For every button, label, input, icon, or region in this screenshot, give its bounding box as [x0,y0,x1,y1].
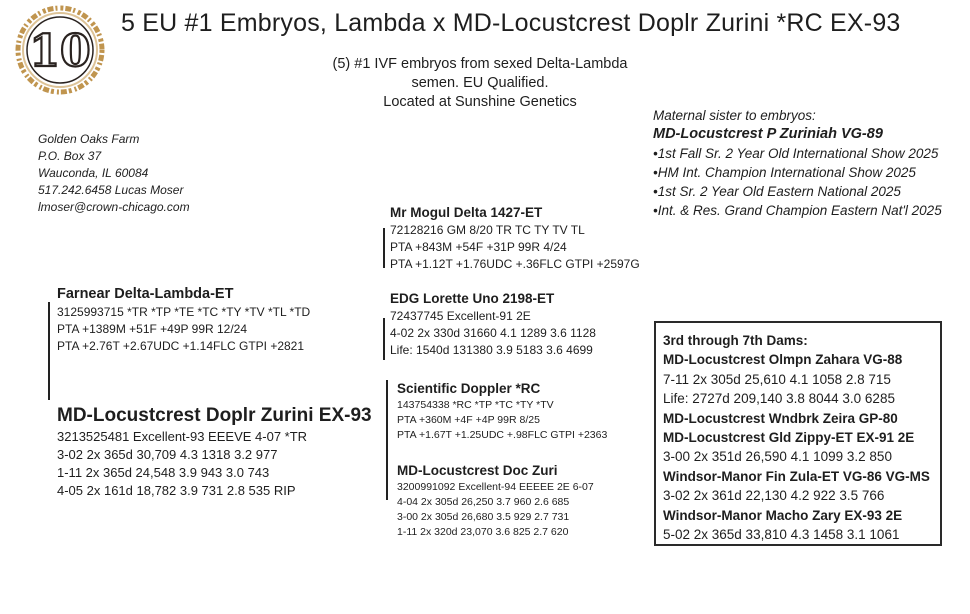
pedigree-line: 3-00 2x 305d 26,680 3.5 929 2.7 731 [397,511,570,523]
pedigree-line: 143754338 *RC *TP *TC *TY *TV [397,399,554,411]
pedigree-line: 4-04 2x 305d 26,250 3.7 960 2.6 685 [397,496,570,508]
pedigree-line: 3-02 2x 365d 30,709 4.3 1318 3.2 977 [57,447,278,462]
pedigree-connector [386,380,388,500]
subtitle-line: (5) #1 IVF embryos from sexed Delta-Lambda [332,56,628,72]
dam-entry-record: 3-02 2x 361d 22,130 4.2 922 3.5 766 [663,488,885,504]
ancestral-dams-box [654,321,942,546]
maternal-sister-name: MD-Locustcrest P Zuriniah VG-89 [653,126,883,142]
pedigree-line: 72128216 GM 8/20 TR TC TY TV TL [390,223,585,237]
pedigree-line: PTA +2.76T +2.67UDC +1.14FLC GTPI +2821 [57,339,305,353]
sires-dam-block [390,289,596,359]
logo-badge-icon [14,4,106,96]
pedigree-line: 4-05 2x 161d 18,782 3.9 731 2.8 535 RIP [57,483,296,498]
dam-entry-name: MD-Locustcrest Olmpn Zahara VG-88 [663,352,903,368]
farm-name: Golden Oaks Farm [38,132,140,146]
dams-dam-block [397,461,594,540]
pedigree-line: 3125993715 *TR *TP *TE *TC *TY *TV *TL *TD [57,305,311,319]
honor-item: •Int. & Res. Grand Champion Eastern Nat'l 2025 [653,203,942,218]
dam-name: MD-Locustcrest Doplr Zurini EX-93 [57,405,372,426]
pedigree-line: 4-02 2x 330d 31660 4.1 1289 3.6 1128 [390,326,596,340]
subtitle [290,55,670,112]
pedigree-connector [383,228,385,268]
pedigree-line: 3200991092 Excellent-94 EEEEE 2E 6-07 [397,481,594,493]
pedigree-line: 3213525481 Excellent-93 EEEVE 4-07 *TR [57,429,308,444]
dams-dam-name: MD-Locustcrest Doc Zuri [397,463,558,478]
city-address: Wauconda, IL 60084 [38,166,149,180]
dam-entry-name: 3rd through 7th Dams: [663,333,808,348]
sires-sire-name: Mr Mogul Delta 1427-ET [390,205,543,220]
page-title: 5 EU #1 Embryos, Lambda x MD-Locustcrest Doplr Zurini *RC EX-93 [121,9,901,37]
dam-entry-name: MD-Locustcrest Wndbrk Zeira GP-80 [663,410,898,426]
email: lmoser@crown-chicago.com [38,200,190,214]
sire-name: Farnear Delta-Lambda-ET [57,286,234,302]
sires-dam-name: EDG Lorette Uno 2198-ET [390,291,555,306]
contact-info [38,131,190,216]
honor-item: •1st Fall Sr. 2 Year Old International Show 2025 [653,146,939,161]
farm-logo [14,4,106,96]
dam-entry-record: Life: 2727d 209,140 3.8 8044 3.0 6285 [663,391,895,407]
dam-entry-record: 3-00 2x 351d 26,590 4.1 1099 3.2 850 [663,449,892,465]
pedigree-line: PTA +1389M +51F +49P 99R 12/24 [57,322,248,336]
dam-entry-name: MD-Locustcrest Gld Zippy-ET EX-91 2E [663,430,915,446]
pedigree-connector [48,302,50,400]
dam-entry-name: Windsor-Manor Macho Zary EX-93 2E [663,507,903,523]
pedigree-line: PTA +1.12T +1.76UDC +.36FLC GTPI +2597G [390,257,640,271]
pedigree-connector [383,318,385,360]
dam-entry-name: Windsor-Manor Fin Zula-ET VG-86 VG-MS [663,468,930,484]
ancestral-dams-list [663,331,940,544]
logo-text: 10 [29,26,91,77]
subtitle-line: Located at Sunshine Genetics [383,94,577,110]
honor-item: •1st Sr. 2 Year Old Eastern National 2025 [653,184,901,199]
sire-block [57,285,310,355]
pedigree-line: PTA +843M +54F +31P 99R 4/24 [390,240,567,254]
sires-sire-block [390,203,640,273]
honor-item: •HM Int. Champion International Show 2025 [653,165,916,180]
pedigree-line: 72437745 Excellent-91 2E [390,309,531,323]
dam-entry-record: 5-02 2x 365d 33,810 4.3 1458 3.1 1061 [663,527,900,543]
dams-sire-block [397,379,607,443]
phone: 517.242.6458 Lucas Moser [38,183,184,197]
maternal-intro: Maternal sister to embryos: [653,108,816,123]
pedigree-line: PTA +360M +4F +4P 99R 8/25 [397,414,540,426]
dam-block [57,404,372,500]
pedigree-line: PTA +1.67T +1.25UDC +.98FLC GTPI +2363 [397,429,608,441]
subtitle-line: semen. EU Qualified. [411,75,549,91]
pedigree-line: 1-11 2x 365d 24,548 3.9 943 3.0 743 [57,465,270,480]
pedigree-line: 1-11 2x 320d 23,070 3.6 825 2.7 620 [397,526,569,538]
maternal-sister-section [653,106,942,220]
pedigree-line: Life: 1540d 131380 3.9 5183 3.6 4699 [390,343,593,357]
dam-entry-record: 7-11 2x 305d 25,610 4.1 1058 2.8 715 [663,371,891,387]
dams-sire-name: Scientific Doppler *RC [397,381,541,396]
po-box: P.O. Box 37 [38,149,102,163]
